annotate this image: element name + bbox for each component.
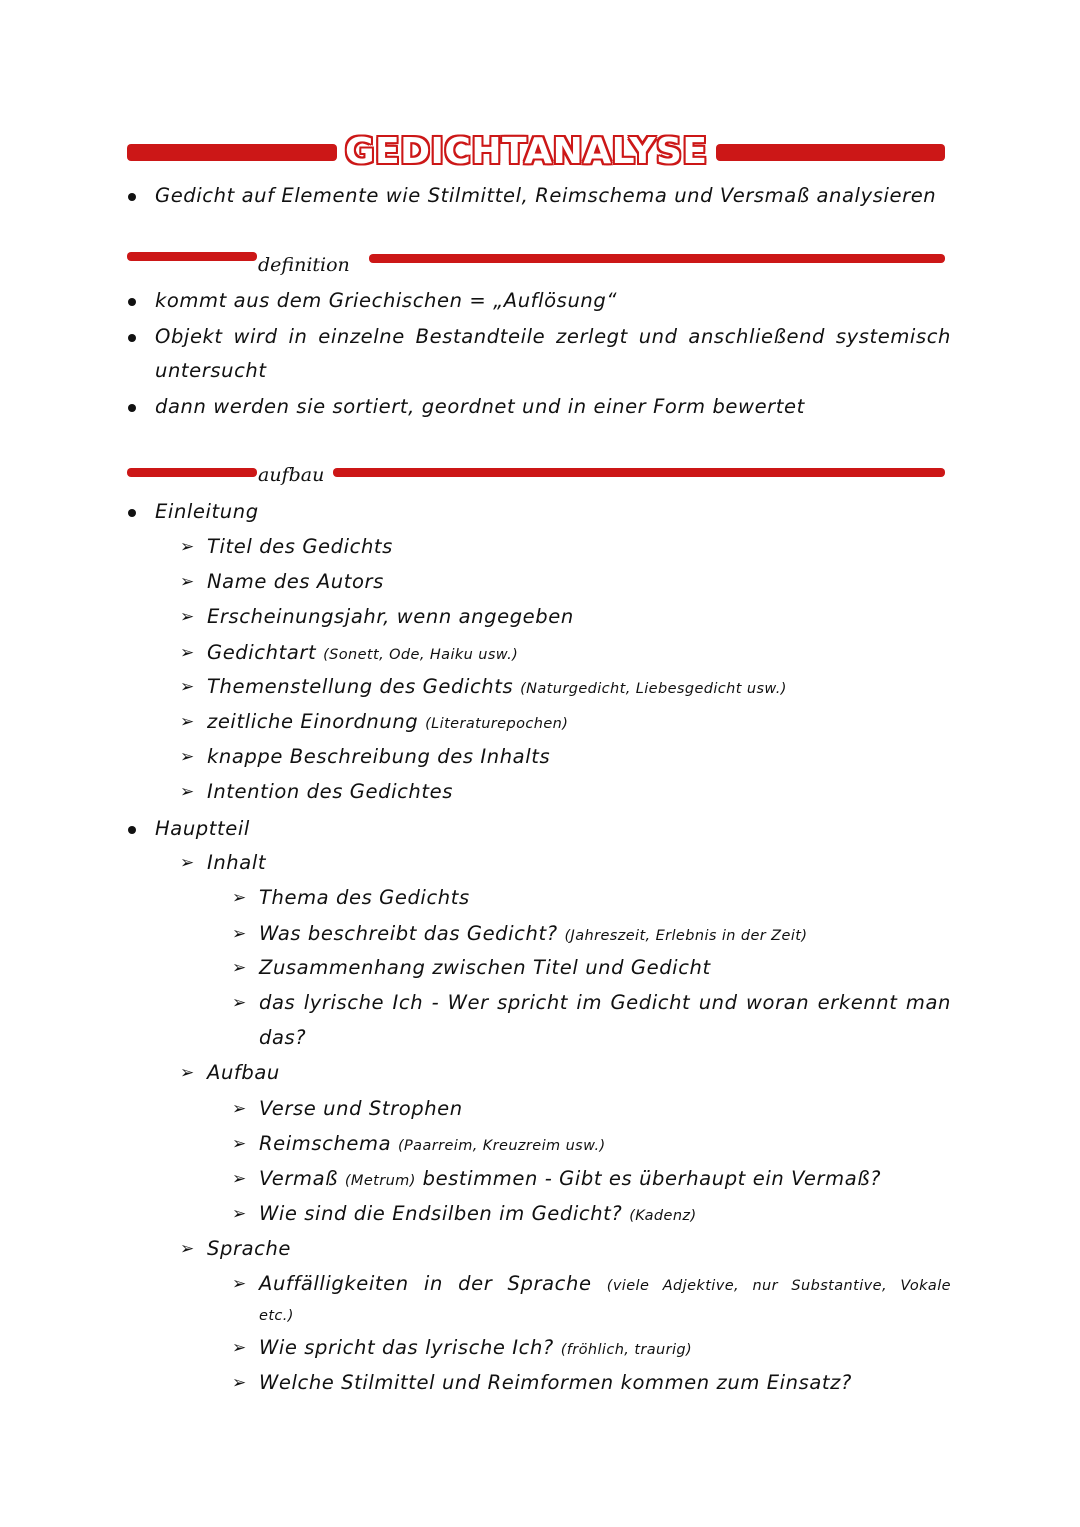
list-item — [207, 708, 568, 738]
list-item — [207, 673, 787, 703]
arrow-bullet-icon: ➢ — [232, 1099, 247, 1119]
definition-item-continuation: untersucht — [155, 359, 267, 382]
arrow-bullet-icon: ➢ — [232, 888, 247, 908]
list-item — [259, 1334, 692, 1364]
list-item-note: (Jahreszeit, Erlebnis in der Zeit) — [564, 928, 808, 944]
arrow-bullet-icon: ➢ — [180, 643, 195, 663]
list-item-text: Gedichtart — [207, 641, 317, 664]
subsection-label-sprache: Sprache — [207, 1237, 291, 1260]
definition-item: kommt aus dem Griechischen = „Auflösung“ — [155, 289, 618, 312]
list-item-note: (Literaturepochen) — [425, 716, 569, 732]
list-item-text: Wie sind die Endsilben im Gedicht? — [259, 1202, 623, 1225]
arrow-bullet-icon: ➢ — [180, 572, 195, 592]
list-item: das lyrische Ich - Wer spricht im Gedicht und woran erkennt man — [259, 991, 951, 1014]
list-item-note: (Metrum) — [344, 1173, 416, 1189]
list-item: Name des Autors — [207, 570, 384, 593]
arrow-bullet-icon: ➢ — [180, 607, 195, 627]
list-item-note: (viele Adjektive, nur Substantive, Vokale — [606, 1278, 951, 1294]
arrow-bullet-icon: ➢ — [180, 1239, 195, 1259]
list-item-text: Reimschema — [259, 1132, 392, 1155]
list-item: Erscheinungsjahr, wenn angegeben — [207, 605, 574, 628]
subsection-label-aufbau: Aufbau — [207, 1061, 280, 1084]
list-item: Thema des Gedichts — [259, 886, 470, 909]
list-item-note: (fröhlich, traurig) — [560, 1342, 693, 1358]
section-label-definition: definition — [258, 254, 350, 276]
arrow-bullet-icon: ➢ — [232, 1373, 247, 1393]
bullet-icon — [128, 826, 136, 834]
arrow-bullet-icon: ➢ — [180, 782, 195, 802]
list-item-note: (Sonett, Ode, Haiku usw.) — [323, 647, 519, 663]
list-item-text: Wie spricht das lyrische Ich? — [259, 1336, 554, 1359]
list-item-text: Auffälligkeiten in der Sprache — [259, 1272, 592, 1295]
list-item: Welche Stilmittel und Reimformen kommen zum Einsatz? — [259, 1371, 852, 1394]
list-item-continuation: das? — [259, 1026, 307, 1049]
list-item — [259, 1130, 606, 1160]
list-item-pre: Vermaß — [259, 1167, 339, 1190]
arrow-bullet-icon: ➢ — [232, 1169, 247, 1189]
intro-text: Gedicht auf Elemente wie Stilmittel, Reimschema und Versmaß analysieren — [155, 184, 937, 207]
section-header-aufbau — [127, 464, 945, 494]
bullet-icon — [128, 193, 136, 201]
arrow-bullet-icon: ➢ — [232, 924, 247, 944]
title-bar-left — [127, 144, 337, 161]
bullet-icon — [128, 334, 136, 342]
section-bar-left — [127, 252, 257, 261]
arrow-bullet-icon: ➢ — [232, 958, 247, 978]
bullet-icon — [128, 509, 136, 517]
list-item-text: Themenstellung des Gedichts — [207, 675, 514, 698]
list-item: knappe Beschreibung des Inhalts — [207, 745, 551, 768]
hauptteil-label: Hauptteil — [155, 817, 250, 840]
section-bar-left — [127, 468, 257, 477]
arrow-bullet-icon: ➢ — [232, 1204, 247, 1224]
list-item-text: Was beschreibt das Gedicht? — [259, 922, 558, 945]
section-bar-right — [369, 254, 945, 263]
arrow-bullet-icon: ➢ — [180, 677, 195, 697]
subsection-label-inhalt: Inhalt — [207, 851, 267, 874]
arrow-bullet-icon: ➢ — [232, 993, 247, 1013]
section-header-definition — [127, 252, 945, 282]
list-item: Verse und Strophen — [259, 1097, 463, 1120]
list-item-note: (Paarreim, Kreuzreim usw.) — [397, 1138, 606, 1154]
bullet-icon — [128, 298, 136, 306]
arrow-bullet-icon: ➢ — [180, 537, 195, 557]
list-item — [259, 1165, 881, 1195]
list-item: Titel des Gedichts — [207, 535, 393, 558]
einleitung-label: Einleitung — [155, 500, 259, 523]
definition-item: Objekt wird in einzelne Bestandteile zerlegt und anschließend systemisch — [155, 325, 951, 348]
list-item — [207, 639, 518, 669]
definition-item: dann werden sie sortiert, geordnet und in einer Form bewertet — [155, 395, 805, 418]
list-item: Zusammenhang zwischen Titel und Gedicht — [259, 956, 711, 979]
list-item-note: (Kadenz) — [629, 1208, 697, 1224]
section-bar-right — [333, 468, 945, 477]
title-banner — [127, 130, 945, 174]
title-bar-right — [716, 144, 946, 161]
arrow-bullet-icon: ➢ — [180, 1063, 195, 1083]
arrow-bullet-icon: ➢ — [180, 712, 195, 732]
list-item — [259, 1200, 697, 1230]
list-item-text: zeitliche Einordnung — [207, 710, 419, 733]
list-item-note: (Naturgedicht, Liebesgedicht usw.) — [520, 681, 787, 697]
list-item — [259, 920, 807, 950]
list-item-text: bestimmen - Gibt es überhaupt ein Vermaß? — [422, 1167, 882, 1190]
list-item — [259, 1270, 951, 1300]
arrow-bullet-icon: ➢ — [180, 747, 195, 767]
arrow-bullet-icon: ➢ — [180, 853, 195, 873]
bullet-icon — [128, 404, 136, 412]
arrow-bullet-icon: ➢ — [232, 1134, 247, 1154]
arrow-bullet-icon: ➢ — [232, 1338, 247, 1358]
arrow-bullet-icon: ➢ — [232, 1274, 247, 1294]
list-item: Intention des Gedichtes — [207, 780, 453, 803]
section-label-aufbau: aufbau — [258, 464, 325, 486]
page-title: GEDICHTANALYSE — [345, 131, 708, 172]
list-item-continuation: etc.) — [259, 1308, 294, 1324]
